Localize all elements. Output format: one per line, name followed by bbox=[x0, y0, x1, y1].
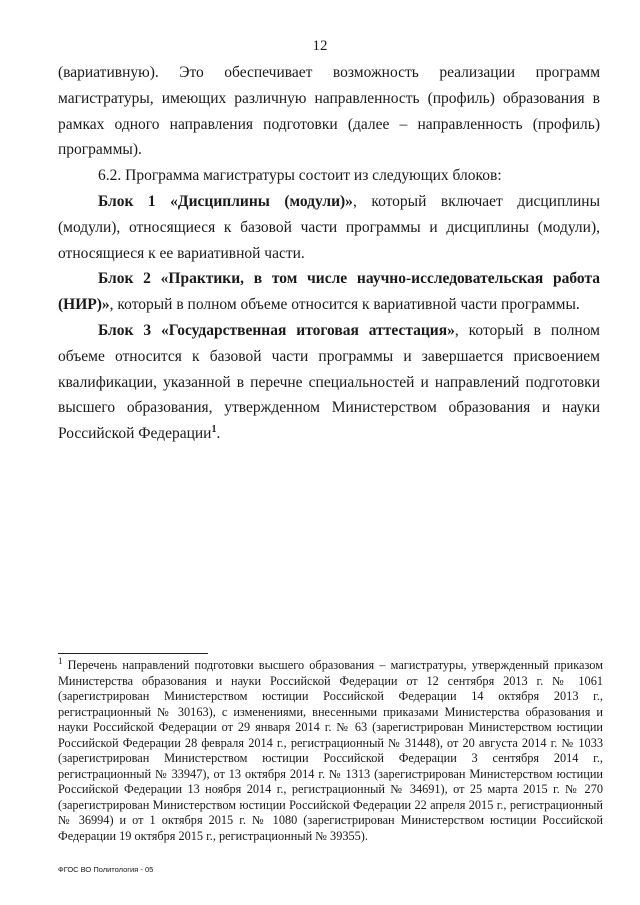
footnote bbox=[58, 655, 603, 844]
paragraph-continuation: (вариативную). Это обеспечивает возможность реализации программ магистратуры, имеющих различную направленность (профиль) образования в рамках одного направления подготовки (далее – направленность (профиль) программы). bbox=[58, 64, 600, 159]
block-2-title: Блок 2 «Практики, в том числе научно-исследовательская работа (НИР)» bbox=[58, 270, 600, 314]
block-1-text: , который включает дисциплины (модули), относящиеся к базовой части программы и дисциплины (модули), относящиеся к ее вариативной части. bbox=[58, 192, 600, 262]
footnote-text: Перечень направлений подготовки высшего образования – магистратуры, утвержденный приказом Министерства образования и науки Российской Федерации от 12 сентября 2013 г. № 1061 (зарегистрирован Министерством юстиции Российской Федерации 14 октября 2013 г., регистрационный № 30163), с изменениями, внесенными приказами Министерства образования и науки Российской Федерации от 29 января 2014 г. № 63 (зарегистрирован Министерством юстиции Российской Федерации 28 февраля 2014 г., регистрационный № 31448), от 20 августа 2014 г. № 1033 (зарегистрирован Министерством юстиции Российской Федерации 3 сентября 2014 г., регистрационный № 33947), от 13 октября 2014 г. № 1313 (зарегистрирован Министерством юстиции Российской Федерации 13 ноября 2014 г., регистрационный № 34691), от 25 марта 2015 г. № 270 (зарегистрирован Министерством юстиции Российской Федерации 22 апреля 2015 г., регистрационный № 36994) и от 1 октября 2015 г. № 1080 (зарегистрирован Министерством юстиции Российской Федерации 19 октября 2015 г., регистрационный № 39355). bbox=[58, 658, 603, 843]
body-text bbox=[58, 60, 600, 447]
block-3-text: , который в полном объеме относится к базовой части программы и завершается присвоением квалификации, указанной в перечне специальностей и направлений подготовки высшего образования, утвержденном Министерством образования и науки Российской Федерации bbox=[58, 321, 600, 443]
block-3-end: . bbox=[216, 425, 221, 443]
block-2-text: , который в полном объеме относится к вариативной части программы. bbox=[109, 296, 580, 314]
footnote-marker: 1 bbox=[58, 655, 63, 666]
block-3-title: Блок 3 «Государственная итоговая аттестация» bbox=[98, 321, 455, 339]
document-footer-label: ФГОС ВО Политология - 05 bbox=[58, 865, 154, 874]
paragraph-block-2 bbox=[58, 266, 600, 318]
paragraph-block-1 bbox=[58, 189, 600, 266]
footnote-reference[interactable]: 1 bbox=[211, 424, 217, 435]
block-1-title: Блок 1 «Дисциплины (модули)» bbox=[98, 192, 353, 210]
paragraph-section-6-2: 6.2. Программа магистратуры состоит из следующих блоков: bbox=[98, 167, 502, 185]
footnote-divider bbox=[58, 653, 208, 654]
paragraph-block-3 bbox=[58, 318, 600, 447]
page-number: 12 bbox=[312, 38, 328, 54]
